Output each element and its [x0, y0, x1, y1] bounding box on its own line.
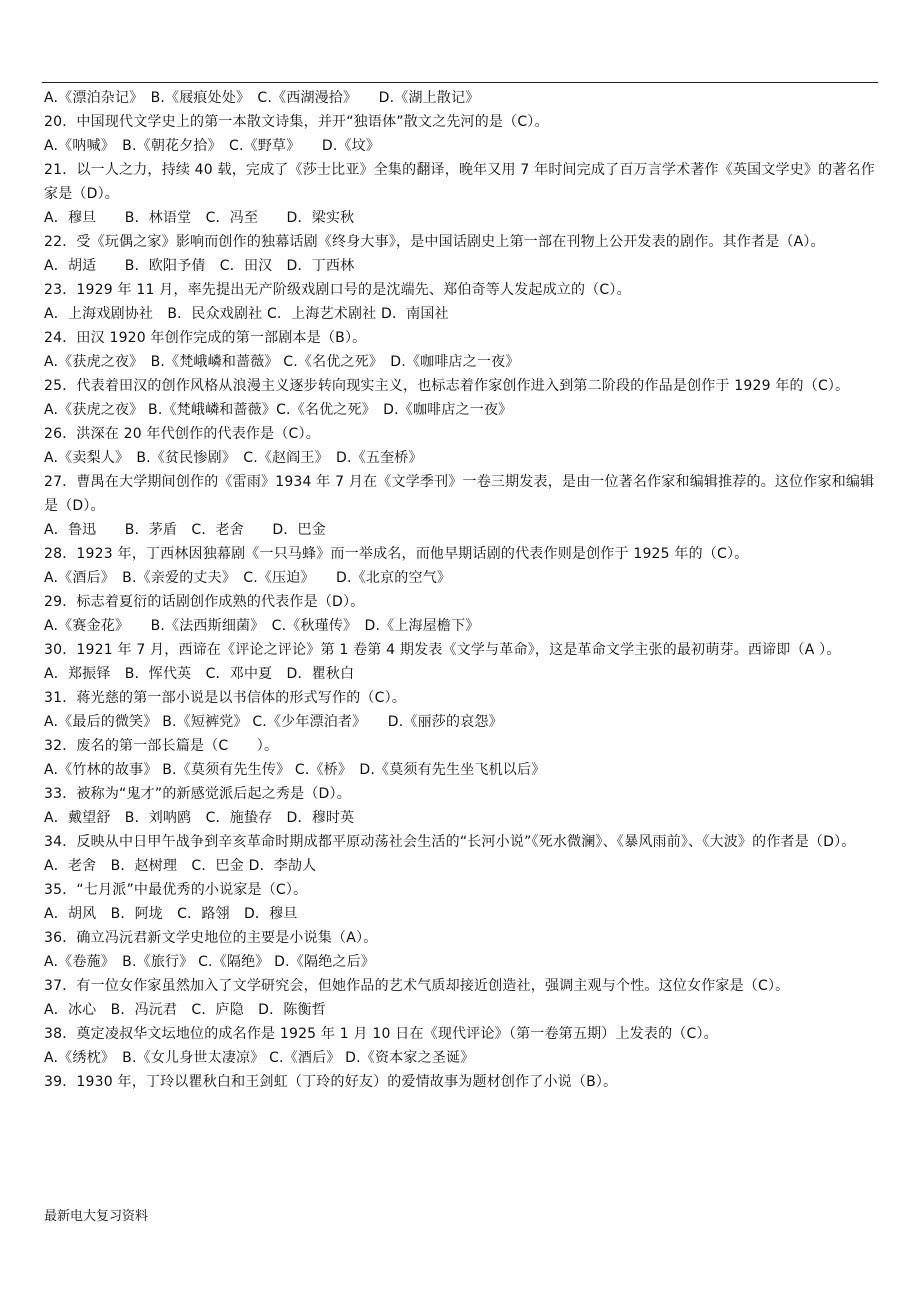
question-line: 32．废名的第一部长篇是（C ）。 [44, 738, 279, 754]
options-line: A．郑振铎 B．恽代英 C．邓中夏 D．瞿秋白 [44, 666, 355, 682]
options-line: A.《赛金花》 B.《法西斯细菌》 C.《秋瑾传》 D.《上海屋檐下》 [44, 618, 480, 634]
question-line: 20．中国现代文学史上的第一本散文诗集，并开“独语体”散文之先河的是（C）。 [44, 114, 549, 130]
question-line: 23．1929 年 11 月，率先提出无产阶级戏剧口号的是沈端先、郑伯奇等人发起成立的（C）。 [44, 282, 631, 298]
options-line: A.《获虎之夜》 B.《梵峨嶙和蔷薇》 C.《名优之死》 D.《咖啡店之一夜》 [44, 354, 520, 370]
question-line: 33．被称为“鬼才”的新感觉派后起之秀是（D）。 [44, 786, 351, 802]
options-line: A．穆旦 B．林语堂 C．冯至 D．梁实秋 [44, 210, 355, 226]
question-line: 31．蒋光慈的第一部小说是以书信体的形式写作的（C）。 [44, 690, 406, 706]
question-line: 34．反映从中日甲午战争到辛亥革命时期成都平原动荡社会生活的“长河小说”《死水微澜》、《暴风雨前》、《大波》的作者是（D）。 [44, 834, 856, 850]
text-line: A.《漂泊杂记》 B.《屐痕处处》 C.《西湖漫拾》 D.《湖上散记》 [44, 90, 480, 106]
question-line: 21．以一人之力，持续 40 载，完成了《莎士比亚》全集的翻译，晚年又用 7 年时间完成了百万言学术著作《英国文学史》的著名作家是（D）。 [44, 162, 875, 202]
question-line: 25．代表着田汉的创作风格从浪漫主义逐步转向现实主义，也标志着作家创作进入到第二阶段的作品是创作于 1929 年的（C）。 [44, 378, 850, 394]
options-line: A．胡适 B．欧阳予倩 C．田汉 D．丁西林 [44, 258, 355, 274]
options-line: A．冰心 B．冯沅君 C．庐隐 D．陈衡哲 [44, 1002, 326, 1018]
options-line: A.《获虎之夜》 B.《梵峨嶙和蔷薇》C.《名优之死》 D.《咖啡店之一夜》 [44, 402, 513, 418]
question-line: 27．曹禺在大学期间创作的《雷雨》1934 年 7 月在《文学季刊》一卷三期发表，是由一位著名作家和编辑推荐的。这位作家和编辑是（D）。 [44, 474, 875, 514]
options-line: A.《卖梨人》 B.《贫民惨剧》 C.《赵阎王》 D.《五奎桥》 [44, 450, 423, 466]
options-line: A．胡风 B．阿垅 C．路翎 D．穆旦 [44, 906, 298, 922]
options-line: A．戴望舒 B．刘呐鸥 C．施蛰存 D．穆时英 [44, 810, 355, 826]
options-line: A.《卷葹》 B.《旅行》 C.《隔绝》 D.《隔绝之后》 [44, 954, 375, 970]
options-line: A.《最后的微笑》 B.《短裤党》 C.《少年漂泊者》 D.《丽莎的哀怨》 [44, 714, 503, 730]
question-line: 30．1921 年 7 月，西谛在《评论之评论》第 1 卷第 4 期发表《文学与革命》，这是革命文学主张的最初萌芽。西谛即（A ）。 [44, 642, 841, 658]
question-line: 28．1923 年，丁西林因独幕剧《一只马蜂》而一举成名，而他早期话剧的代表作则是创作于 1925 年的（C）。 [44, 546, 749, 562]
question-line: 22．受《玩偶之家》影响而创作的独幕话剧《终身大事》，是中国话剧史上第一部在刊物上公开发表的剧作。其作者是（A）。 [44, 234, 825, 250]
options-line: A．上海戏剧协社 B．民众戏剧社 C．上海艺术剧社 D．南国社 [44, 306, 449, 322]
options-line: A.《竹林的故事》 B.《莫须有先生传》 C.《桥》 D.《莫须有先生坐飞机以后》 [44, 762, 546, 778]
options-line: A.《绣枕》 B.《女儿身世太凄凉》 C.《酒后》 D.《资本家之圣诞》 [44, 1050, 475, 1066]
question-line: 26．洪深在 20 年代创作的代表作是（C）。 [44, 426, 320, 442]
question-line: 24．田汉 1920 年创作完成的第一部剧本是（B）。 [44, 330, 367, 346]
question-line: 39．1930 年，丁玲以瞿秋白和王剑虹（丁玲的好友）的爱情故事为题材创作了小说（B）。 [44, 1074, 618, 1090]
question-line: 38．奠定凌叔华文坛地位的成名作是 1925 年 1 月 10 日在《现代评论》（第一卷第五期）上发表的（C）。 [44, 1026, 718, 1042]
question-line: 29．标志着夏衍的话剧创作成熟的代表作是（D）。 [44, 594, 365, 610]
options-line: A.《酒后》 B.《亲爱的丈夫》 C.《压迫》 D.《北京的空气》 [44, 570, 452, 586]
options-line: A．老舍 B．赵树理 C．巴金 D．李劼人 [44, 858, 317, 874]
page-footer: 最新电大复习资料 [44, 1209, 149, 1224]
document-body [44, 86, 880, 1094]
options-line: A．鲁迅 B．茅盾 C．老舍 D．巴金 [44, 522, 326, 538]
header-rule [42, 82, 878, 83]
question-line: 35．“七月派”中最优秀的小说家是（C）。 [44, 882, 308, 898]
options-line: A.《呐喊》 B.《朝花夕拾》 C.《野草》 D.《坟》 [44, 138, 381, 154]
question-line: 36．确立冯沅君新文学史地位的主要是小说集（A）。 [44, 930, 378, 946]
question-line: 37．有一位女作家虽然加入了文学研究会，但她作品的艺术气质却接近创造社，强调主观与个性。这位女作家是（C）。 [44, 978, 790, 994]
